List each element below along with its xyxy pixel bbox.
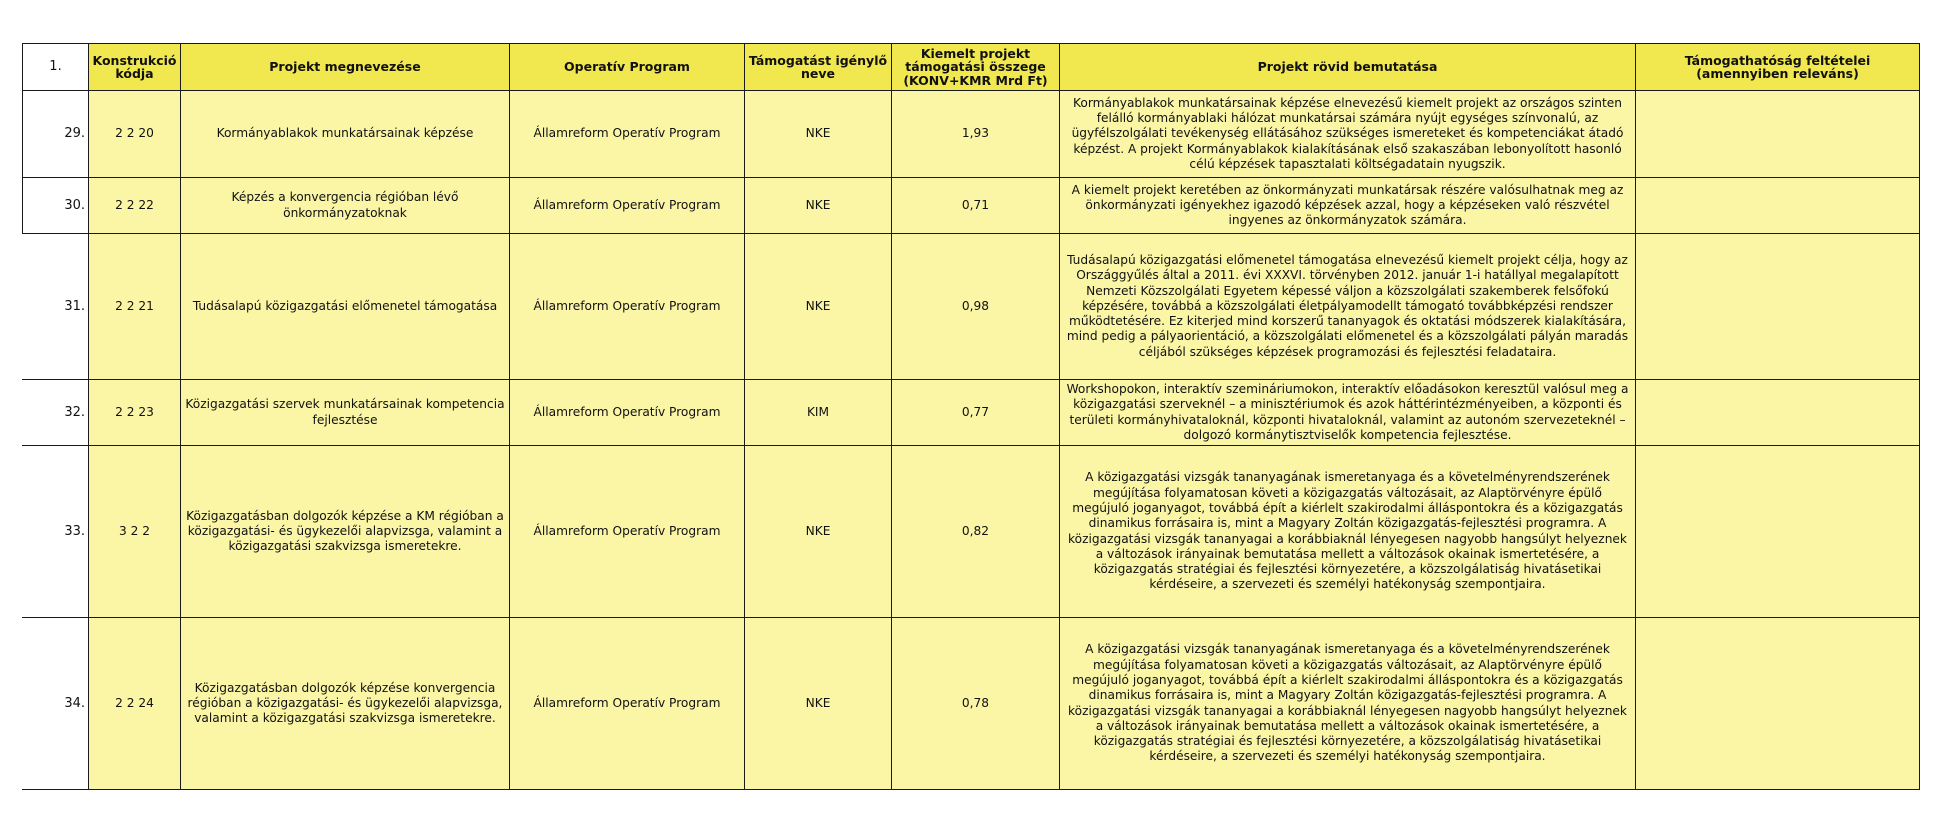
construction-code: 2 2 20 xyxy=(89,91,181,178)
projects-table xyxy=(22,43,1920,790)
header-description: Projekt rövid bemutatása xyxy=(1060,44,1636,91)
row-number: 30. xyxy=(23,178,89,234)
header-number: 1. xyxy=(23,44,89,91)
construction-code: 2 2 21 xyxy=(89,234,181,380)
project-name: Kormányablakok munkatársainak képzése xyxy=(181,91,510,178)
project-description: A közigazgatási vizsgák tananyagának ismeretanyaga és a követelményrendszerének megújítása folyamatosan követi a közigazgatás változásait, az Alaptörvényre épülő megújuló joganyagot, továbbá épít a kiérlelt szakirodalmi álláspontokra és a közigazgatás dinamikus forrásaira is, mint a Magyary Zoltán közigazgatás-fejlesztési programra. A közigazgatási vizsgák tananyagai a korábbiaknál lényegesen nagyobb hangsúlyt helyeznek a változások irányainak bemutatása mellett a változások okainak ismertetésére, a közigazgatás stratégiai és fejlesztési környezetére, a közszolgálatiság hivatásetikai kérdéseire, a szervezeti és személyi hatékonyság szempontjaira. xyxy=(1060,618,1636,790)
applicant-name: KIM xyxy=(745,380,892,446)
header-code: Konstrukció kódja xyxy=(89,44,181,91)
header-applicant: Támogatást igénylő neve xyxy=(745,44,892,91)
support-amount: 0,98 xyxy=(892,234,1060,380)
construction-code: 2 2 24 xyxy=(89,618,181,790)
project-description: Tudásalapú közigazgatási előmenetel támogatása elnevezésű kiemelt projekt célja, hogy az Országgyűlés által a 2011. évi XXXVI. törvényben 2012. január 1-i hatállyal megalapított Nemzeti Közszolgálati Egyetem képessé váljon a közszolgálati szakemberek felsőfokú képzésére, továbbá a közszolgálati életpályamodellt támogató továbbképzési rendszer működtetésére. Ez kiterjed mind korszerű tananyagok és oktatási módszerek kialakítására, mind pedig a pályaorientáció, a közszolgálati előmenetel és a közszolgálati pályán maradás céljából szükséges képzések programozási és fejlesztési feladataira. xyxy=(1060,234,1636,380)
applicant-name: NKE xyxy=(745,446,892,618)
applicant-name: NKE xyxy=(745,178,892,234)
project-name: Képzés a konvergencia régióban lévő önkormányzatoknak xyxy=(181,178,510,234)
project-description: A közigazgatási vizsgák tananyagának ismeretanyaga és a követelményrendszerének megújítása folyamatosan követi a közigazgatás változásait, az Alaptörvényre épülő megújuló joganyagot, továbbá épít a kiérlelt szakirodalmi álláspontokra és a közigazgatás dinamikus forrásaira is, mint a Magyary Zoltán közigazgatás-fejlesztési programra. A közigazgatási vizsgák tananyagai a korábbiaknál lényegesen nagyobb hangsúlyt helyeznek a változások irányainak bemutatása mellett a változások okainak ismertetésére, a közigazgatás stratégiai és fejlesztési környezetére, a közszolgálatiság hivatásetikai kérdéseire, a szervezeti és személyi hatékonyság szempontjaira. xyxy=(1060,446,1636,618)
eligibility-conditions xyxy=(1636,234,1920,380)
eligibility-conditions xyxy=(1636,380,1920,446)
operative-program: Államreform Operatív Program xyxy=(510,618,745,790)
project-name: Közigazgatásban dolgozók képzése konvergencia régióban a közigazgatási- és ügykezelői alapvizsga, valamint a közigazgatási szakvizsga ismeretekre. xyxy=(181,618,510,790)
construction-code: 2 2 23 xyxy=(89,380,181,446)
applicant-name: NKE xyxy=(745,618,892,790)
table-row xyxy=(23,380,1920,446)
header-row xyxy=(23,44,1920,91)
support-amount: 0,77 xyxy=(892,380,1060,446)
eligibility-conditions xyxy=(1636,446,1920,618)
header-conditions: Támogathatóság feltételei (amennyiben releváns) xyxy=(1636,44,1920,91)
eligibility-conditions xyxy=(1636,178,1920,234)
eligibility-conditions xyxy=(1636,618,1920,790)
row-number: 33. xyxy=(23,446,89,618)
row-number: 29. xyxy=(23,91,89,178)
table-row xyxy=(23,618,1920,790)
applicant-name: NKE xyxy=(745,234,892,380)
support-amount: 1,93 xyxy=(892,91,1060,178)
row-number: 34. xyxy=(23,618,89,790)
support-amount: 0,71 xyxy=(892,178,1060,234)
table-row xyxy=(23,178,1920,234)
construction-code: 3 2 2 xyxy=(89,446,181,618)
project-description: Workshopokon, interaktív szemináriumokon, interaktív előadásokon keresztül valósul meg a közigazgatási szerveknél – a minisztériumok és azok háttérintézményeiben, a központi és területi kormányhivataloknál, központi hivataloknál, valamint az autonóm szervezeteknél – dolgozó kormánytisztviselők kompetencia fejlesztése. xyxy=(1060,380,1636,446)
row-number: 32. xyxy=(23,380,89,446)
project-name: Közigazgatási szervek munkatársainak kompetencia fejlesztése xyxy=(181,380,510,446)
table-row xyxy=(23,446,1920,618)
project-name: Tudásalapú közigazgatási előmenetel támogatása xyxy=(181,234,510,380)
construction-code: 2 2 22 xyxy=(89,178,181,234)
operative-program: Államreform Operatív Program xyxy=(510,380,745,446)
table-row xyxy=(23,91,1920,178)
operative-program: Államreform Operatív Program xyxy=(510,178,745,234)
table-row xyxy=(23,234,1920,380)
operative-program: Államreform Operatív Program xyxy=(510,234,745,380)
operative-program: Államreform Operatív Program xyxy=(510,446,745,618)
support-amount: 0,82 xyxy=(892,446,1060,618)
header-amount: Kiemelt projekt támogatási összege (KONV+KMR Mrd Ft) xyxy=(892,44,1060,91)
project-description: A kiemelt projekt keretében az önkormányzati munkatársak részére valósulhatnak meg az önkormányzati igényekhez igazodó képzések azzal, hogy a képzéseken való részvétel ingyenes az önkormányzatok számára. xyxy=(1060,178,1636,234)
project-description: Kormányablakok munkatársainak képzése elnevezésű kiemelt projekt az országos szinten felálló kormányablaki hálózat munkatársai számára nyújt egységes színvonalú, az ügyfélszolgálati tevékenység ellátásához szükséges ismereteket és kompetenciákat átadó képzést. A projekt Kormányablakok kialakításának első szakaszában lebonyolított hasonló célú képzések tapasztalati költségadatain nyugszik. xyxy=(1060,91,1636,178)
row-number: 31. xyxy=(23,234,89,380)
applicant-name: NKE xyxy=(745,91,892,178)
header-program: Operatív Program xyxy=(510,44,745,91)
header-project: Projekt megnevezése xyxy=(181,44,510,91)
support-amount: 0,78 xyxy=(892,618,1060,790)
project-name: Közigazgatásban dolgozók képzése a KM régióban a közigazgatási- és ügykezelői alapvizsga, valamint a közigazgatási szakvizsga ismeretekre. xyxy=(181,446,510,618)
eligibility-conditions xyxy=(1636,91,1920,178)
operative-program: Államreform Operatív Program xyxy=(510,91,745,178)
